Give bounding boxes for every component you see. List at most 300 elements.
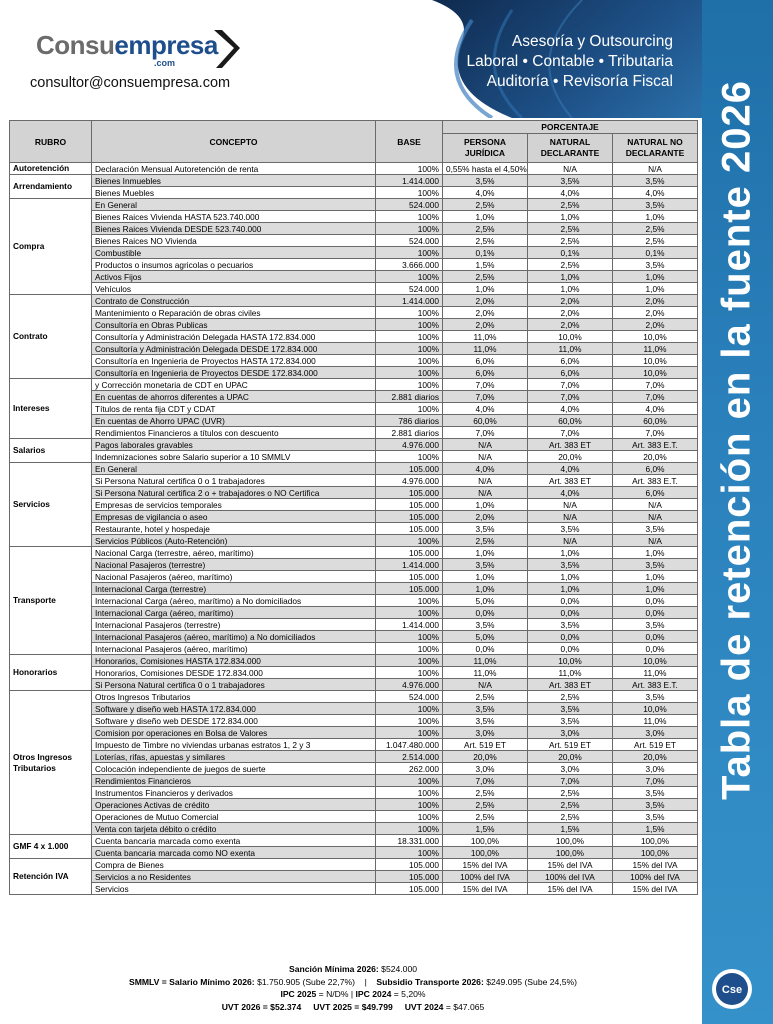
natural-no-declarante-cell: N/A <box>613 499 698 511</box>
natural-declarante-cell: 100,0% <box>528 835 613 847</box>
cse-badge-icon <box>710 967 754 1011</box>
banner-line-1: Asesoría y Outsourcing <box>511 33 673 50</box>
ipc2025-label: IPC 2025 <box>280 989 317 999</box>
smmlv-label: SMMLV = Salario Mínimo 2026: <box>128 976 255 987</box>
concepto-cell: Otros Ingresos Tributarios <box>92 691 376 703</box>
natural-declarante-cell: 20,0% <box>528 451 613 463</box>
natural-no-declarante-cell: 3,0% <box>613 763 698 775</box>
natural-no-declarante-cell: N/A <box>613 163 698 175</box>
concepto-cell: Operaciones de Mutuo Comercial <box>92 811 376 823</box>
concepto-cell: Nacional Pasajeros (terrestre) <box>92 559 376 571</box>
base-cell: 105.000 <box>376 511 443 523</box>
concepto-cell: Si Persona Natural certifica 2 o + trabajadores o NO Certifica <box>92 487 376 499</box>
natural-no-declarante-cell: 20,0% <box>613 451 698 463</box>
natural-declarante-cell: 11,0% <box>528 667 613 679</box>
natural-no-declarante-cell: 6,0% <box>613 463 698 475</box>
sancion-value: $524.000 <box>381 964 418 974</box>
table-row <box>10 163 698 175</box>
concepto-cell: Rendimientos Financieros <box>92 775 376 787</box>
persona-juridica-cell: 0,0% <box>443 607 528 619</box>
uvt2024-label: UVT 2024 <box>404 1001 444 1012</box>
concepto-cell: Productos o insumos agricolas o pecuarios <box>92 259 376 271</box>
persona-juridica-cell: 7,0% <box>443 379 528 391</box>
persona-juridica-cell: 4,0% <box>443 187 528 199</box>
base-cell: 105.000 <box>376 883 443 895</box>
table-row <box>10 235 698 247</box>
persona-juridica-cell: 2,5% <box>443 223 528 235</box>
base-cell: 524.000 <box>376 691 443 703</box>
table-row <box>10 223 698 235</box>
table-row <box>10 667 698 679</box>
table-row <box>10 847 698 859</box>
base-cell: 1.047.480.000 <box>376 739 443 751</box>
concepto-cell: Servicios <box>92 883 376 895</box>
persona-juridica-cell: 0,55% hasta el 4,50% <box>443 163 528 175</box>
natural-declarante-cell: 7,0% <box>528 775 613 787</box>
base-cell: 100% <box>376 811 443 823</box>
base-cell: 105.000 <box>376 487 443 499</box>
table-row <box>10 739 698 751</box>
table-row <box>10 439 698 451</box>
contact-email-link[interactable]: consultor@consuempresa.com <box>30 75 231 91</box>
natural-no-declarante-cell: 7,0% <box>613 427 698 439</box>
base-cell: 100% <box>376 211 443 223</box>
rubro-cell: Autoretención <box>10 163 92 175</box>
persona-juridica-cell: 100,0% <box>443 835 528 847</box>
persona-juridica-cell: 1,0% <box>443 571 528 583</box>
table-row <box>10 835 698 847</box>
banner-line-2: Laboral • Contable • Tributaria <box>466 53 673 70</box>
natural-declarante-cell: 3,5% <box>528 523 613 535</box>
persona-juridica-cell: 2,5% <box>443 535 528 547</box>
table-row <box>10 883 698 895</box>
natural-no-declarante-cell: 0,0% <box>613 631 698 643</box>
concepto-cell: Si Persona Natural certifica 0 o 1 trabajadores <box>92 475 376 487</box>
logo-part2: empresa <box>114 30 218 60</box>
ipc2024-label: IPC 2024 <box>355 989 392 999</box>
base-cell: 1.414.000 <box>376 175 443 187</box>
base-cell: 100% <box>376 595 443 607</box>
persona-juridica-cell: 7,0% <box>443 775 528 787</box>
table-row <box>10 331 698 343</box>
table-row <box>10 319 698 331</box>
natural-declarante-cell: 0,0% <box>528 643 613 655</box>
table-row <box>10 487 698 499</box>
natural-no-declarante-cell: 15% del IVA <box>613 859 698 871</box>
concepto-cell: Instrumentos Financieros y derivados <box>92 787 376 799</box>
natural-declarante-cell: 2,0% <box>528 295 613 307</box>
natural-no-declarante-cell: 60,0% <box>613 415 698 427</box>
natural-no-declarante-cell: 100,0% <box>613 847 698 859</box>
natural-declarante-cell: 2,5% <box>528 811 613 823</box>
table-row <box>10 415 698 427</box>
table-row <box>10 295 698 307</box>
table-row <box>10 427 698 439</box>
base-cell: 100% <box>376 787 443 799</box>
concepto-cell: Bienes Inmuebles <box>92 175 376 187</box>
concepto-cell: Honorarios, Comisiones HASTA 172.834.000 <box>92 655 376 667</box>
table-row <box>10 799 698 811</box>
natural-declarante-cell: 20,0% <box>528 751 613 763</box>
natural-no-declarante-cell: 3,5% <box>613 811 698 823</box>
natural-declarante-cell: 3,5% <box>528 175 613 187</box>
natural-declarante-cell: 1,5% <box>528 823 613 835</box>
consuempresa-logo[interactable] <box>36 28 236 74</box>
base-cell: 100% <box>376 535 443 547</box>
sancion-label: Sanción Mínima 2026: <box>288 964 379 974</box>
concepto-cell: Internacional Pasajeros (aéreo, marítimo) a No domiciliados <box>92 631 376 643</box>
persona-juridica-cell: 3,5% <box>443 559 528 571</box>
header-natural-no-declarante: NATURAL NO DECLARANTE <box>613 134 698 163</box>
concepto-cell: Consultoría en Obras Publicas <box>92 319 376 331</box>
natural-no-declarante-cell: 2,0% <box>613 307 698 319</box>
persona-juridica-cell: 11,0% <box>443 343 528 355</box>
header-base: BASE <box>376 121 443 163</box>
natural-no-declarante-cell: 15% del IVA <box>613 883 698 895</box>
natural-declarante-cell: 0,1% <box>528 247 613 259</box>
natural-declarante-cell: 7,0% <box>528 427 613 439</box>
concepto-cell: Vehículos <box>92 283 376 295</box>
table-row <box>10 211 698 223</box>
natural-declarante-cell: 2,5% <box>528 259 613 271</box>
concepto-cell: Cuenta bancaria marcada como NO exenta <box>92 847 376 859</box>
natural-declarante-cell: 4,0% <box>528 403 613 415</box>
base-cell: 100% <box>376 775 443 787</box>
base-cell: 18.331.000 <box>376 835 443 847</box>
persona-juridica-cell: 4,0% <box>443 463 528 475</box>
natural-declarante-cell: 7,0% <box>528 379 613 391</box>
persona-juridica-cell: 11,0% <box>443 667 528 679</box>
concepto-cell: Bienes Raices NO Vivienda <box>92 235 376 247</box>
concepto-cell: Servicios a no Residentes <box>92 871 376 883</box>
persona-juridica-cell: 11,0% <box>443 331 528 343</box>
base-cell: 3.666.000 <box>376 259 443 271</box>
natural-no-declarante-cell: 7,0% <box>613 379 698 391</box>
natural-declarante-cell: N/A <box>528 163 613 175</box>
base-cell: 100% <box>376 823 443 835</box>
table-row <box>10 811 698 823</box>
natural-declarante-cell: 2,5% <box>528 199 613 211</box>
persona-juridica-cell: 3,5% <box>443 619 528 631</box>
natural-no-declarante-cell: 10,0% <box>613 355 698 367</box>
persona-juridica-cell: 3,5% <box>443 703 528 715</box>
natural-declarante-cell: 3,5% <box>528 619 613 631</box>
concepto-cell: Software y diseño web DESDE 172.834.000 <box>92 715 376 727</box>
table-row <box>10 391 698 403</box>
base-cell: 105.000 <box>376 547 443 559</box>
natural-declarante-cell: 3,5% <box>528 715 613 727</box>
table-row <box>10 583 698 595</box>
base-cell: 2.514.000 <box>376 751 443 763</box>
natural-declarante-cell: 2,5% <box>528 691 613 703</box>
natural-no-declarante-cell: 3,5% <box>613 259 698 271</box>
persona-juridica-cell: 2,5% <box>443 799 528 811</box>
natural-no-declarante-cell: 3,0% <box>613 727 698 739</box>
natural-declarante-cell: 2,0% <box>528 319 613 331</box>
base-cell: 524.000 <box>376 235 443 247</box>
base-cell: 100% <box>376 163 443 175</box>
base-cell: 4.976.000 <box>376 439 443 451</box>
natural-declarante-cell: 0,0% <box>528 631 613 643</box>
natural-declarante-cell: 2,5% <box>528 235 613 247</box>
persona-juridica-cell: 7,0% <box>443 391 528 403</box>
table-row <box>10 655 698 667</box>
base-cell: 100% <box>376 355 443 367</box>
concepto-cell: Comision por operaciones en Bolsa de Valores <box>92 727 376 739</box>
natural-declarante-cell: 10,0% <box>528 655 613 667</box>
table-row <box>10 787 698 799</box>
natural-declarante-cell: 10,0% <box>528 331 613 343</box>
table-row <box>10 451 698 463</box>
base-cell: 100% <box>376 187 443 199</box>
header-persona-juridica: PERSONA JURÍDICA <box>443 134 528 163</box>
natural-no-declarante-cell: 3,5% <box>613 799 698 811</box>
persona-juridica-cell: 100,0% <box>443 847 528 859</box>
table-row <box>10 691 698 703</box>
rubro-cell: Salarios <box>10 439 92 463</box>
concepto-cell: Internacional Carga (aéreo, marítimo) <box>92 607 376 619</box>
base-cell: 100% <box>376 715 443 727</box>
table-row <box>10 379 698 391</box>
persona-juridica-cell: 3,0% <box>443 763 528 775</box>
persona-juridica-cell: 3,0% <box>443 727 528 739</box>
table-row <box>10 367 698 379</box>
concepto-cell: Bienes Muebles <box>92 187 376 199</box>
persona-juridica-cell: 60,0% <box>443 415 528 427</box>
table-row <box>10 355 698 367</box>
logo-domain: .com <box>154 58 176 68</box>
table-row <box>10 511 698 523</box>
natural-declarante-cell: 2,0% <box>528 307 613 319</box>
base-cell: 100% <box>376 667 443 679</box>
concepto-cell: Consultoría en Ingenieria de Proyectos HASTA 172.834.000 <box>92 355 376 367</box>
base-cell: 4.976.000 <box>376 679 443 691</box>
natural-no-declarante-cell: 7,0% <box>613 775 698 787</box>
natural-declarante-cell: 4,0% <box>528 463 613 475</box>
natural-declarante-cell: 1,0% <box>528 211 613 223</box>
concepto-cell: Restaurante, hotel y hospedaje <box>92 523 376 535</box>
persona-juridica-cell: 3,5% <box>443 523 528 535</box>
base-cell: 100% <box>376 607 443 619</box>
table-row <box>10 763 698 775</box>
table-row <box>10 679 698 691</box>
concepto-cell: Empresas de servicios temporales <box>92 499 376 511</box>
persona-juridica-cell: Art. 519 ET <box>443 739 528 751</box>
natural-declarante-cell: 11,0% <box>528 343 613 355</box>
natural-declarante-cell: 6,0% <box>528 355 613 367</box>
table-row <box>10 343 698 355</box>
natural-no-declarante-cell: N/A <box>613 535 698 547</box>
natural-no-declarante-cell: Art. 519 ET <box>613 739 698 751</box>
logo-wordmark <box>36 30 218 61</box>
rubro-cell: Otros Ingresos Tributarios <box>10 691 92 835</box>
persona-juridica-cell: 1,0% <box>443 583 528 595</box>
base-cell: 2.881 diarios <box>376 427 443 439</box>
natural-declarante-cell: 1,0% <box>528 571 613 583</box>
concepto-cell: Bienes Raices Vivienda HASTA 523.740.000 <box>92 211 376 223</box>
natural-no-declarante-cell: 11,0% <box>613 343 698 355</box>
natural-no-declarante-cell: 2,0% <box>613 295 698 307</box>
table-row <box>10 259 698 271</box>
natural-no-declarante-cell: 3,5% <box>613 559 698 571</box>
persona-juridica-cell: 15% del IVA <box>443 883 528 895</box>
base-cell: 105.000 <box>376 523 443 535</box>
persona-juridica-cell: 2,0% <box>443 511 528 523</box>
natural-declarante-cell: Art. 383 ET <box>528 475 613 487</box>
concepto-cell: Loterías, rifas, apuestas y similares <box>92 751 376 763</box>
concepto-cell: Contrato de Construcción <box>92 295 376 307</box>
concepto-cell: Declaración Mensual Autoretención de renta <box>92 163 376 175</box>
base-cell: 100% <box>376 343 443 355</box>
footer-separator: | <box>364 976 367 987</box>
base-cell: 105.000 <box>376 463 443 475</box>
base-cell: 100% <box>376 271 443 283</box>
natural-no-declarante-cell: 1,0% <box>613 283 698 295</box>
base-cell: 100% <box>376 799 443 811</box>
persona-juridica-cell: 3,5% <box>443 175 528 187</box>
natural-declarante-cell: N/A <box>528 499 613 511</box>
natural-declarante-cell: 4,0% <box>528 187 613 199</box>
rubro-cell: Transporte <box>10 547 92 655</box>
natural-no-declarante-cell: 6,0% <box>613 487 698 499</box>
footer-indicators <box>9 963 697 1013</box>
concepto-cell: Consultoría y Administración Delegada DESDE 172.834.000 <box>92 343 376 355</box>
base-cell: 100% <box>376 643 443 655</box>
natural-declarante-cell: 60,0% <box>528 415 613 427</box>
natural-declarante-cell: 0,0% <box>528 595 613 607</box>
natural-no-declarante-cell: 3,5% <box>613 175 698 187</box>
natural-no-declarante-cell: 2,5% <box>613 223 698 235</box>
persona-juridica-cell: 2,5% <box>443 691 528 703</box>
base-cell: 1.414.000 <box>376 295 443 307</box>
table-body <box>10 163 698 895</box>
concepto-cell: Impuesto de Timbre no viviendas urbanas estratos 1, 2 y 3 <box>92 739 376 751</box>
table-row <box>10 871 698 883</box>
table-row <box>10 631 698 643</box>
persona-juridica-cell: 2,5% <box>443 271 528 283</box>
concepto-cell: Combustible <box>92 247 376 259</box>
natural-declarante-cell: 1,0% <box>528 271 613 283</box>
vertical-title: Tabla de retención en la fuente 2026 <box>714 80 759 800</box>
natural-no-declarante-cell: 10,0% <box>613 703 698 715</box>
natural-declarante-cell: 100,0% <box>528 847 613 859</box>
natural-no-declarante-cell: 10,0% <box>613 367 698 379</box>
natural-declarante-cell: 15% del IVA <box>528 883 613 895</box>
natural-no-declarante-cell: 2,0% <box>613 319 698 331</box>
concepto-cell: Empresas de vigilancia o aseo <box>92 511 376 523</box>
natural-declarante-cell: N/A <box>528 511 613 523</box>
base-cell: 1.414.000 <box>376 559 443 571</box>
table-row <box>10 559 698 571</box>
base-cell: 100% <box>376 847 443 859</box>
concepto-cell: Títulos de renta fija CDT y CDAT <box>92 403 376 415</box>
table-row <box>10 523 698 535</box>
uvt2024-value: = $47.065 <box>445 1001 485 1012</box>
natural-no-declarante-cell: 20,0% <box>613 751 698 763</box>
natural-declarante-cell: 3,5% <box>528 559 613 571</box>
concepto-cell: Honorarios, Comisiones DESDE 172.834.000 <box>92 667 376 679</box>
persona-juridica-cell: 1,0% <box>443 547 528 559</box>
ipc2025-value: = N/D% <box>318 989 349 999</box>
concepto-cell: Pagos laborales gravables <box>92 439 376 451</box>
natural-no-declarante-cell: 1,0% <box>613 547 698 559</box>
logo-arrow-icon <box>212 28 242 70</box>
base-cell: 100% <box>376 631 443 643</box>
natural-no-declarante-cell: 4,0% <box>613 403 698 415</box>
persona-juridica-cell: 6,0% <box>443 367 528 379</box>
natural-declarante-cell: 0,0% <box>528 607 613 619</box>
natural-declarante-cell: 1,0% <box>528 283 613 295</box>
concepto-cell: Consultoría en Ingenieria de Proyectos DESDE 172.834.000 <box>92 367 376 379</box>
persona-juridica-cell: N/A <box>443 439 528 451</box>
concepto-cell: Servicios Públicos (Auto-Retención) <box>92 535 376 547</box>
natural-declarante-cell: Art. 383 ET <box>528 439 613 451</box>
natural-no-declarante-cell: 11,0% <box>613 667 698 679</box>
concepto-cell: En General <box>92 463 376 475</box>
header-natural-declarante: NATURAL DECLARANTE <box>528 134 613 163</box>
natural-declarante-cell: 1,0% <box>528 583 613 595</box>
natural-no-declarante-cell: 11,0% <box>613 715 698 727</box>
retention-table <box>9 120 698 895</box>
concepto-cell: En cuentas de ahorros diferentes a UPAC <box>92 391 376 403</box>
concepto-cell: Internacional Pasajeros (aéreo, marítimo) <box>92 643 376 655</box>
natural-no-declarante-cell: 3,5% <box>613 691 698 703</box>
table-row <box>10 403 698 415</box>
rubro-cell: Honorarios <box>10 655 92 691</box>
natural-no-declarante-cell: 1,0% <box>613 583 698 595</box>
subsidio-value: $249.095 (Sube 24,5%) <box>486 976 577 987</box>
table-row <box>10 187 698 199</box>
footer-line-2 <box>9 976 697 989</box>
persona-juridica-cell: 2,0% <box>443 319 528 331</box>
persona-juridica-cell: 0,0% <box>443 643 528 655</box>
persona-juridica-cell: 1,0% <box>443 283 528 295</box>
natural-no-declarante-cell: 0,1% <box>613 247 698 259</box>
table-row <box>10 475 698 487</box>
natural-declarante-cell: 3,0% <box>528 763 613 775</box>
uvt2026: UVT 2026 = $52.374 <box>221 1001 302 1012</box>
natural-declarante-cell: 2,5% <box>528 223 613 235</box>
concepto-cell: Cuenta bancaria marcada como exenta <box>92 835 376 847</box>
table-row <box>10 859 698 871</box>
concepto-cell: y Corrección monetaria de CDT en UPAC <box>92 379 376 391</box>
base-cell: 100% <box>376 223 443 235</box>
table-row <box>10 283 698 295</box>
persona-juridica-cell: 11,0% <box>443 655 528 667</box>
natural-no-declarante-cell: 100% del IVA <box>613 871 698 883</box>
natural-no-declarante-cell: 100,0% <box>613 835 698 847</box>
persona-juridica-cell: 4,0% <box>443 403 528 415</box>
footer-line-1 <box>9 963 697 976</box>
natural-declarante-cell: Art. 519 ET <box>528 739 613 751</box>
header-concepto: CONCEPTO <box>92 121 376 163</box>
concepto-cell: Internacional Carga (aéreo, marítimo) a No domiciliados <box>92 595 376 607</box>
table-row <box>10 463 698 475</box>
natural-declarante-cell: 1,0% <box>528 547 613 559</box>
uvt2025: UVT 2025 = $49.799 <box>313 1001 393 1012</box>
base-cell: 100% <box>376 727 443 739</box>
table-row <box>10 307 698 319</box>
concepto-cell: Colocación independiente de juegos de suerte <box>92 763 376 775</box>
base-cell: 786 diarios <box>376 415 443 427</box>
natural-declarante-cell: 3,0% <box>528 727 613 739</box>
base-cell: 105.000 <box>376 499 443 511</box>
footer-line-3 <box>9 988 697 1001</box>
table-row <box>10 607 698 619</box>
base-cell: 100% <box>376 307 443 319</box>
concepto-cell: Rendimientos Financieros a títulos con descuento <box>92 427 376 439</box>
concepto-cell: Consultoría y Administración Delegada HASTA 172.834.000 <box>92 331 376 343</box>
